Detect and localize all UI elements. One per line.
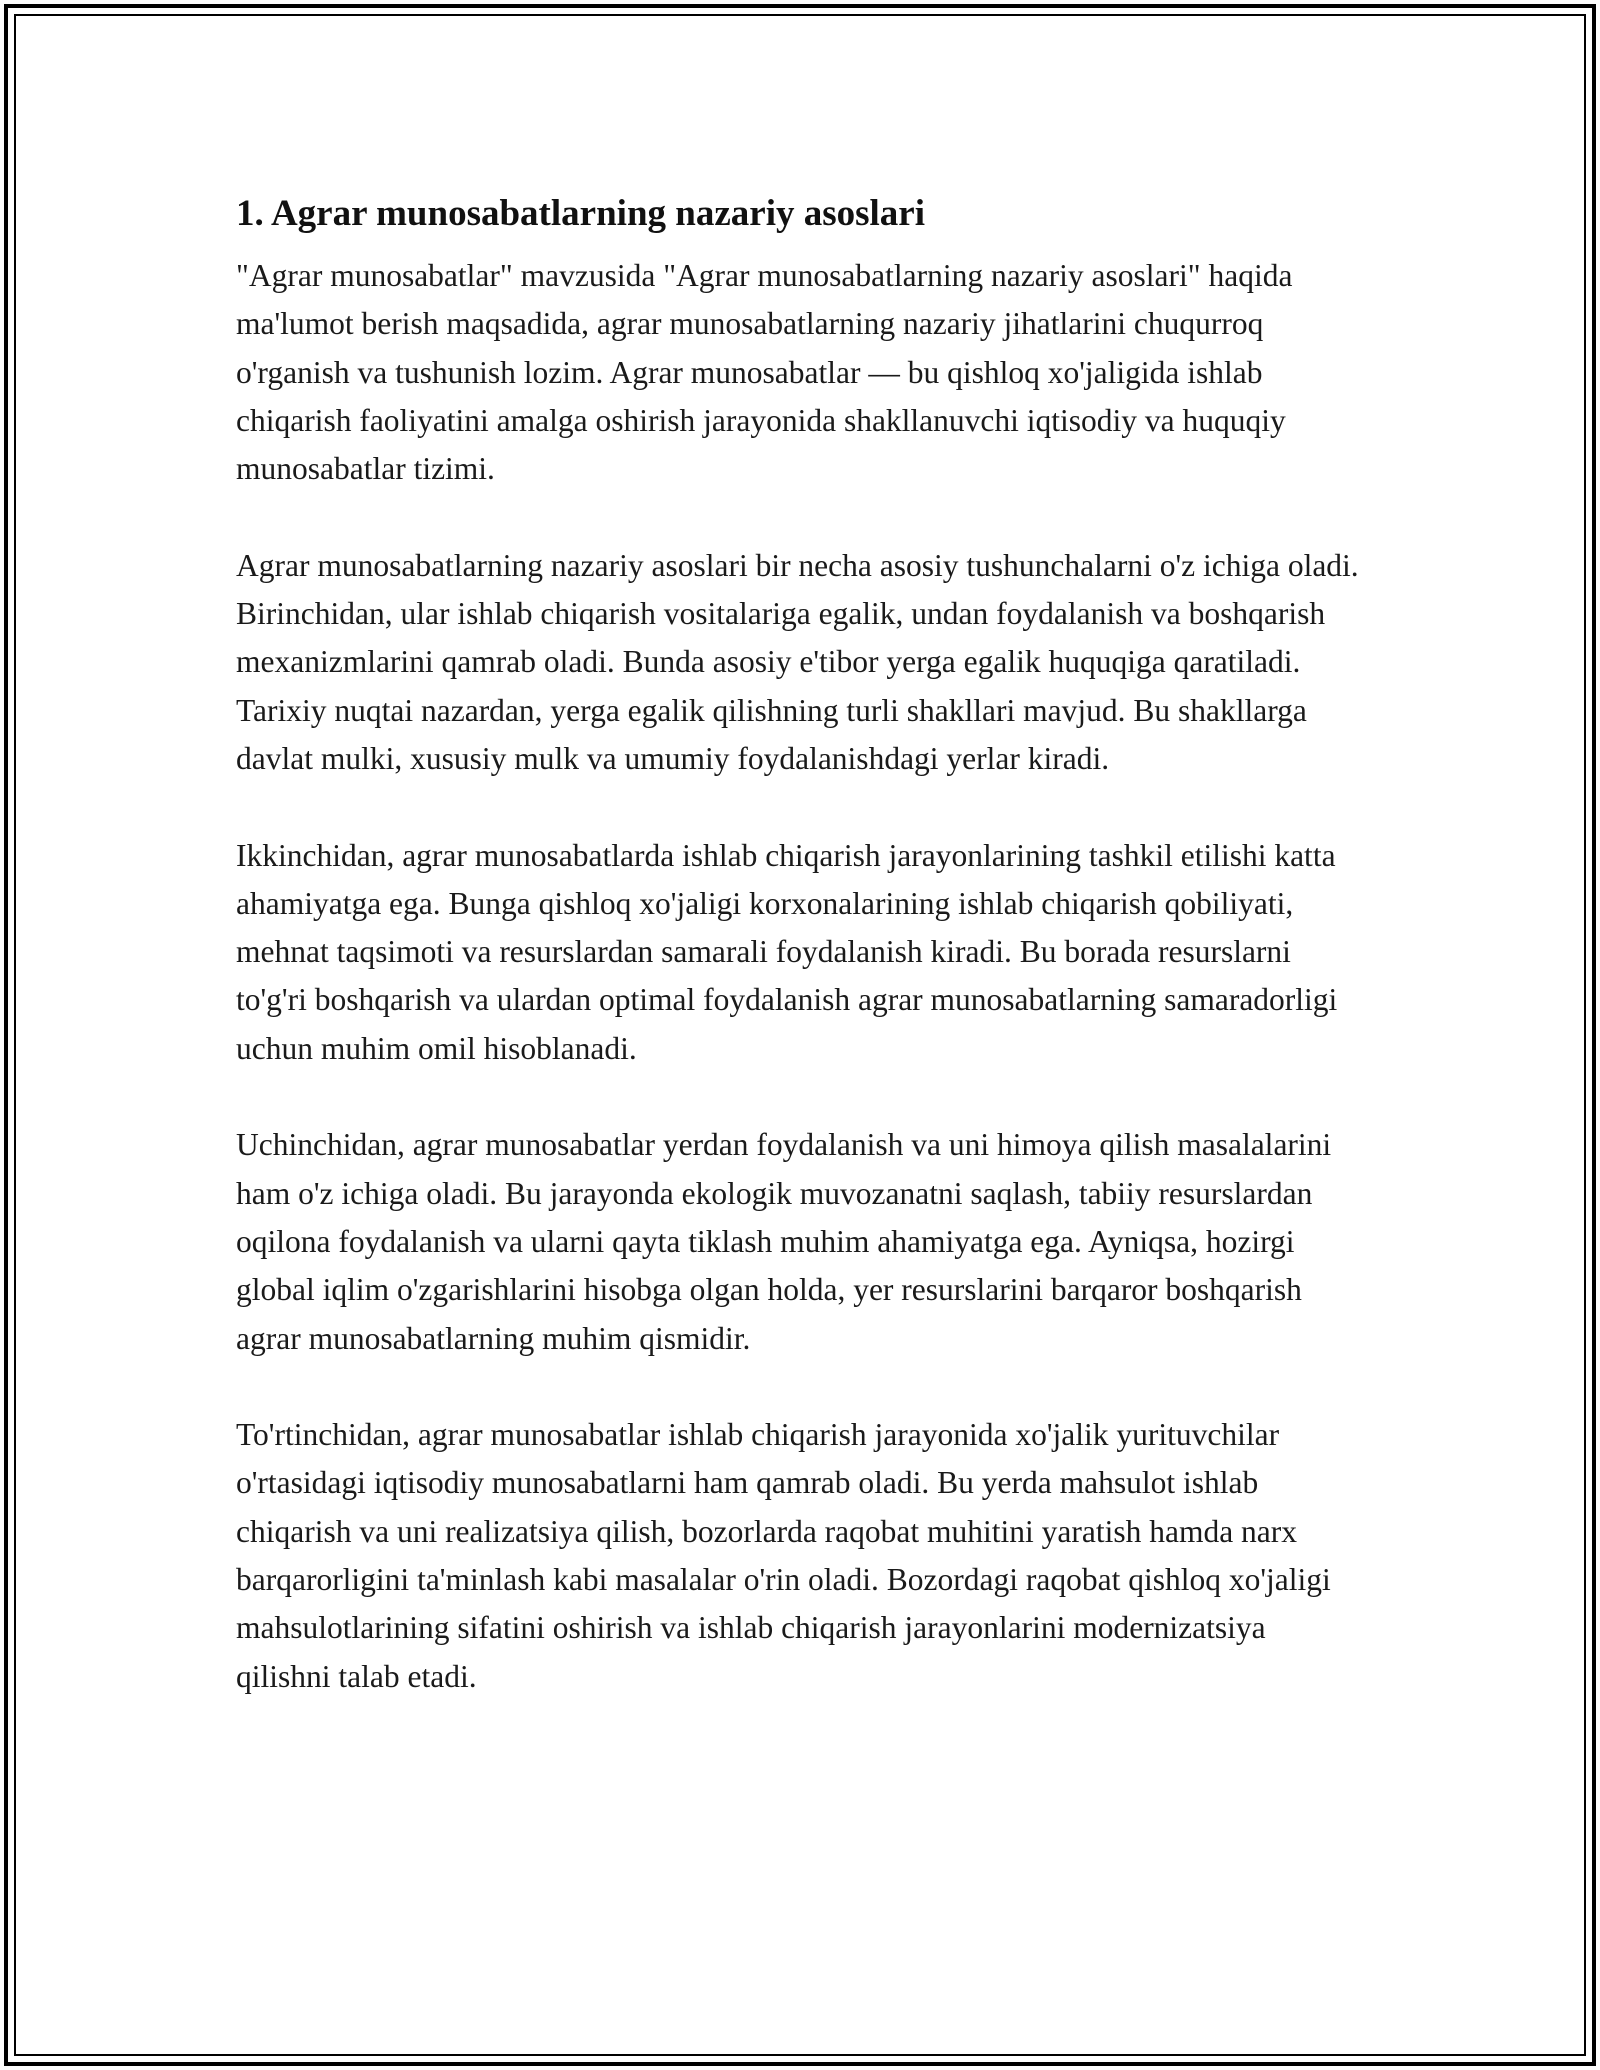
paragraph-second: Ikkinchidan, agrar munosabatlarda ishlab chiqarish jarayonlarining tashkil etilishi katta ahamiyatga ega. Bunga qishloq xo'jaligi korxonalarining ishlab chiqarish qobiliyati, mehnat taqsimoti va resurslardan samarali foydalanish kiradi. Bu borada resurslarni to'g'ri boshqarish va ulardan optimal foydalanish agrar munosabatlarning samaradorligi uchun muhim omil hisoblanadi. bbox=[236, 837, 1338, 1066]
paragraph-third: Uchinchidan, agrar munosabatlar yerdan foydalanish va uni himoya qilish masalalarini ham o'z ichiga oladi. Bu jarayonda ekologik muvozanatni saqlash, tabiiy resurslardan oqilona foydalanish va ularni qayta tiklash muhim ahamiyatga ega. Ayniqsa, hozirgi global iqlim o'zgarishlarini hisobga olgan holda, yer resurslarini barqaror boshqarish agrar munosabatlarning muhim qismidir. bbox=[236, 1127, 1332, 1356]
paragraph-fourth: To'rtinchidan, agrar munosabatlar ishlab chiqarish jarayonida xo'jalik yurituvchilar o'rtasidagi iqtisodiy munosabatlarni ham qamrab oladi. Bu yerda mahsulot ishlab chiqarish va uni realizatsiya qilish, bozorlarda raqobat muhitini yaratish hamda narx barqarorligini ta'minlash kabi masalalar o'rin oladi. Bozordagi raqobat qishloq xo'jaligi mahsulotlarining sifatini oshirish va ishlab chiqarish jarayonlarini modernizatsiya qilishni talab etadi. bbox=[236, 1417, 1331, 1694]
document-body bbox=[236, 186, 1366, 1749]
paragraph-first: Agrar munosabatlarning nazariy asoslari bir necha asosiy tushunchalarni o'z ichiga oladi. Birinchidan, ular ishlab chiqarish vositalariga egalik, undan foydalanish va boshqarish mexanizmlarini qamrab oladi. Bunda asosiy e'tibor yerga egalik huquqiga qaratiladi. Tarixiy nuqtai nazardan, yerga egalik qilishning turli shakllari mavjud. Bu shakllarga davlat mulki, xususiy mulk va umumiy foydalanishdagi yerlar kiradi. bbox=[236, 547, 1359, 776]
section-title: 1. Agrar munosabatlarning nazariy asoslari bbox=[236, 193, 925, 234]
paragraph-intro: "Agrar munosabatlar" mavzusida "Agrar munosabatlarning nazariy asoslari" haqida ma'lumot berish maqsadida, agrar munosabatlarning nazariy jihatlarini chuqurroq o'rganish va tushunish lozim. Agrar munosabatlar — bu qishloq xo'jaligida ishlab chiqarish faoliyatini amalga oshirish jarayonida shakllanuvchi iqtisodiy va huquqiy munosabatlar tizimi. bbox=[236, 258, 1293, 487]
